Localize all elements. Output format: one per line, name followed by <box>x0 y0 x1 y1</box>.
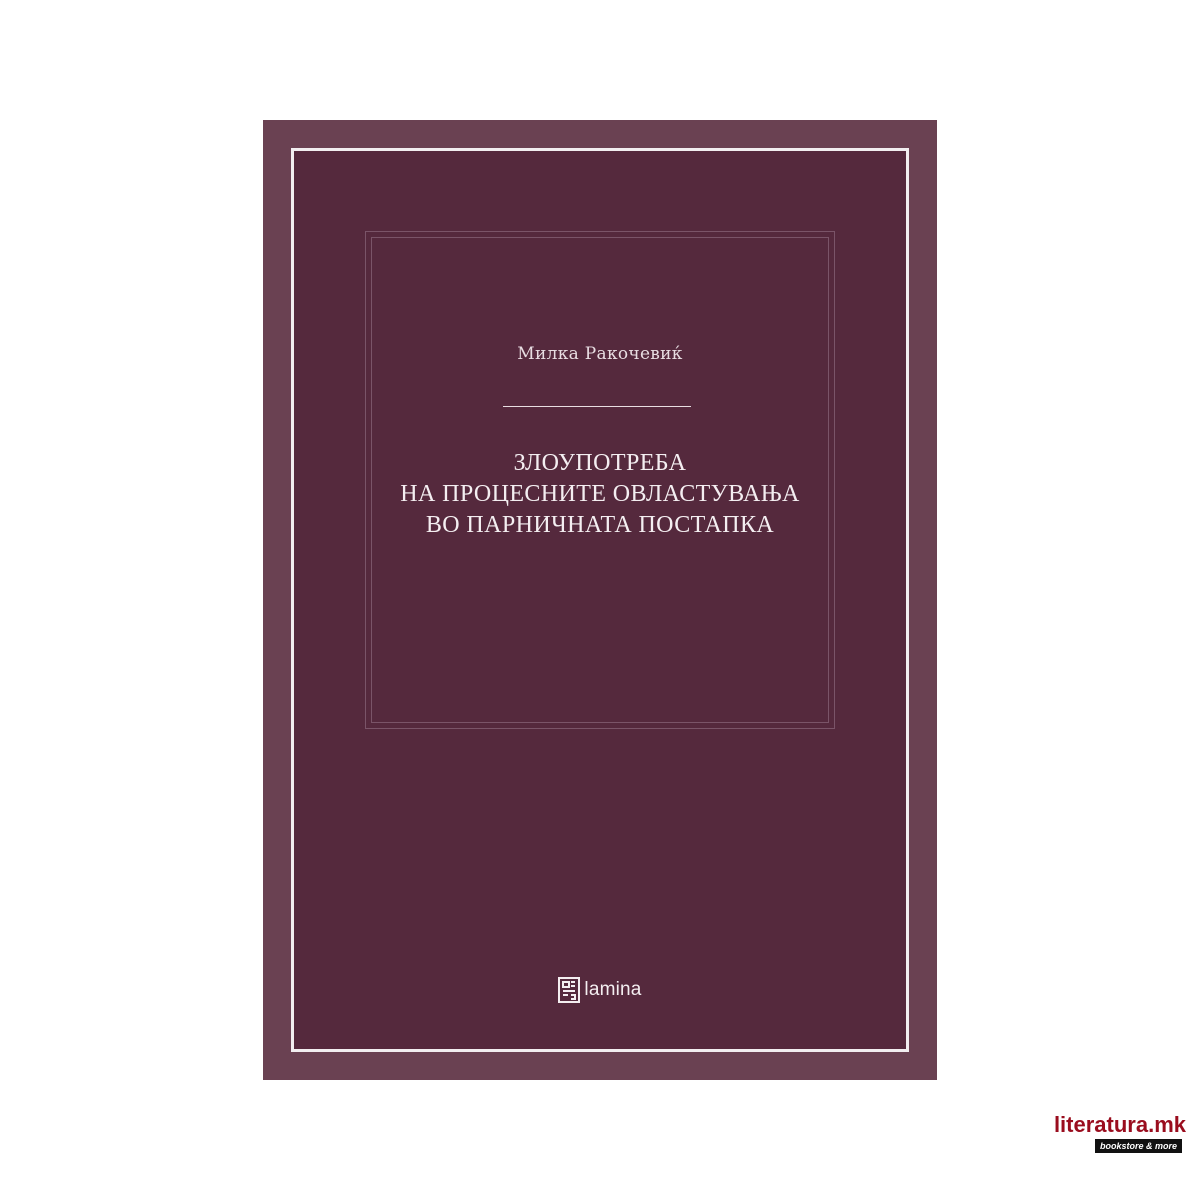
publisher-name: lamina <box>584 979 642 1000</box>
title-line: ВО ПАРНИЧНАТА ПОСТАПКА <box>425 512 775 538</box>
title-line: ЗЛОУПОТРЕБА <box>513 450 687 476</box>
book-title <box>366 448 834 541</box>
watermark-tagline: bookstore & more <box>1095 1139 1182 1153</box>
publisher-mark <box>294 977 906 1003</box>
author-name: Милка Ракочевиќ <box>517 344 683 364</box>
watermark-logo-text: literatura.mk <box>1053 1112 1186 1137</box>
title-panel <box>365 231 835 729</box>
cover-border-frame <box>291 148 909 1052</box>
author-divider <box>503 406 691 407</box>
book-cover[interactable] <box>263 120 937 1080</box>
publisher-logo-icon <box>558 977 580 1003</box>
title-line: НА ПРОЦЕСНИТЕ ОВЛАСТУВАЊА <box>400 481 800 507</box>
store-watermark <box>1036 1112 1186 1160</box>
